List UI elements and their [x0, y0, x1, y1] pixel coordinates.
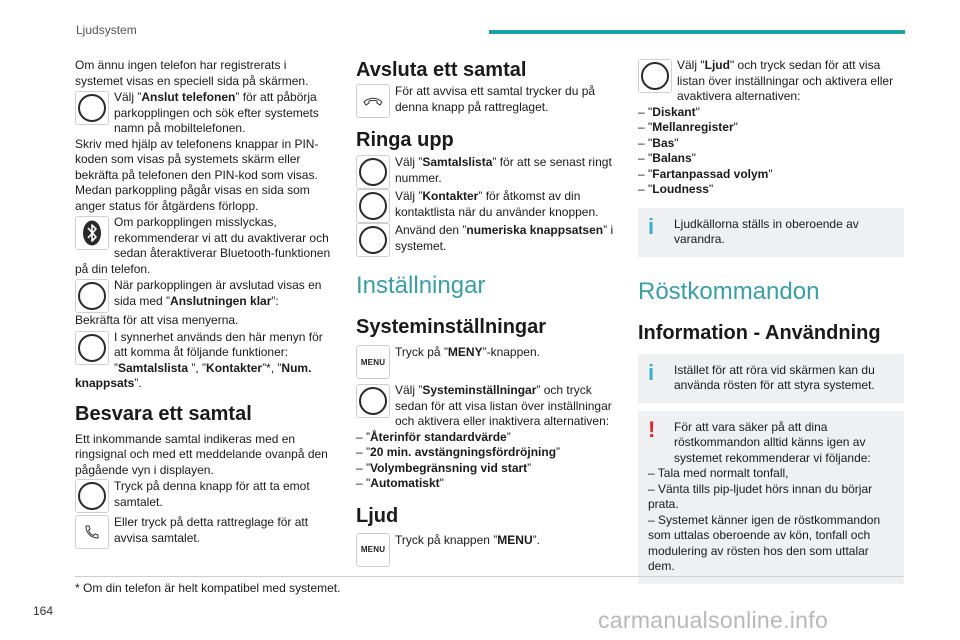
menu-functions-item: I synnerhet används den här menyn för att komma åt följande funktioner: ”Samtalslista ”, ”Kontakter”*, ”Num. knappsats”. [75, 329, 323, 390]
footnote: * Om din telefon är helt kompatibel med systemet. [75, 581, 341, 595]
sound-menu-item: MENU Tryck på knappen ”MENU”. [356, 533, 618, 567]
info-icon: i [648, 213, 655, 239]
heading-system-settings: Systeminställningar [356, 316, 547, 338]
connect-phone-item: Välj ”Anslut telefonen” för att påbörja parkopplingen och sök efter systemets namn på mobiltelefonen. [75, 90, 333, 137]
heading-answer-call: Besvara ett samtal [75, 402, 252, 425]
system-settings-item: Välj ”Systeminställningar” och tryck sedan för att visa listan över inställningar och aktivera eller inaktivera alternativen: [356, 383, 618, 430]
list-item: – "Diskant" [638, 104, 700, 119]
menu-button-item: MENU Tryck på ”MENY”-knappen. [356, 345, 618, 379]
dial-knob-icon [75, 331, 109, 365]
keypad-item: Använd den ”numeriska knappsatsen” i systemet. [356, 223, 618, 257]
section-header: Ljudsystem [76, 23, 137, 37]
heading-sound: Ljud [356, 504, 399, 527]
contacts-item: Välj ”Kontakter” för åtkomst av din kontaktlista när du använder knoppen. [356, 189, 618, 223]
list-item: – ”Återinför standardvärde” [356, 429, 511, 444]
confirm-text: Bekräfta för att visa menyerna. [75, 313, 239, 327]
dial-knob-icon [356, 189, 390, 223]
column-right [638, 58, 904, 584]
column-left [75, 58, 333, 549]
accept-call-item: Tryck på denna knapp för att ta emot samtalet. [75, 479, 333, 513]
sound-settings-item: Välj "Ljud" och tryck sedan för att visa listan över inställningar och aktivera eller avaktivera alternativen: [638, 58, 904, 105]
end-call-item: För att avvisa ett samtal trycker du på denna knapp på rattreglaget. [356, 84, 618, 118]
dial-knob-icon [75, 279, 109, 313]
dial-knob-icon [75, 91, 109, 125]
connect-phone-label: Anslut telefonen [141, 90, 236, 104]
info-box-sound-sources: i Ljudkällorna ställs in oberoende av varandra. [638, 208, 904, 257]
list-item: – Systemet känner igen de röstkommandon som uttalas oberoende av kön, tonfall och modulering av rösten hos den som uttalar dem. [648, 512, 881, 573]
dial-knob-icon [356, 384, 390, 418]
list-item: – "Mellanregister" [638, 120, 738, 134]
connection-done-label: Anslutningen klar [170, 293, 272, 308]
page-number: 164 [33, 604, 54, 618]
heading-end-call: Avsluta ett samtal [356, 59, 527, 81]
phone-icon [75, 515, 109, 549]
reject-call-item: Eller tryck på detta rattreglage för att avvisa samtalet. [75, 515, 333, 549]
voice-tips-list [648, 466, 894, 575]
list-item: – ”Volymbegränsning vid start” [356, 460, 532, 475]
hang-up-icon [356, 84, 390, 118]
pairing-done-item: När parkopplingen är avslutad visas en sida med ”Anslutningen klar”: [75, 278, 333, 313]
list-item: – ”20 min. avstängningsfördröjning” [356, 445, 561, 459]
sound-settings-list [638, 105, 904, 198]
watermark: carmanualsonline.info [598, 607, 829, 633]
heading-voice-commands: Röstkommandon [638, 277, 820, 305]
warning-box-voice: ! För att vara säker på att dina röstkommandon alltid känns igen av systemet rekommenderar vi följande: – Tala med normalt tonfall, – Vänta tills pip-ljudet hörs innan du börjar prata. – Systemet känner igen de röstkommandon som uttalas oberoende av kön, tonfall och modulering av rösten hos den som uttalar dem. [638, 411, 904, 584]
info-box-voice: i Istället för att röra vid skärmen kan du använda rösten för att styra systemet. [638, 354, 904, 403]
heading-settings: Inställningar [356, 272, 486, 299]
column-middle [356, 58, 618, 567]
list-item: – "Loudness" [638, 182, 714, 196]
bluetooth-icon [75, 216, 109, 250]
dial-knob-icon [638, 59, 672, 93]
pairing-status-text: Medan parkoppling pågår visas en sida som anger status för åtgärdens förlopp. [75, 183, 310, 213]
list-item: – Vänta tills pip-ljudet hörs innan du börjar prata. [648, 481, 873, 511]
call-log-item: Välj ”Samtalslista” för att se senast ringt nummer. [356, 155, 618, 189]
list-item: – "Automatiskt" [356, 476, 444, 490]
list-item: – "Bas" [638, 135, 679, 150]
intro-text: Om ännu ingen telefon har registrerats i systemet visas en speciell sida på skärmen. [75, 58, 309, 88]
warning-icon: ! [648, 416, 656, 442]
list-item: – "Balans" [638, 151, 696, 165]
heading-redial: Ringa upp [356, 129, 454, 151]
pin-text: Skriv med hjälp av telefonens knappar in PIN-koden som visas på systemets skärm eller bekräfta på telefonen den PIN-kod som visas. [75, 136, 319, 182]
pairing-failed-item: Om parkopplingen misslyckas, rekommenderar vi att du avaktiverar och sedan återaktiverar Bluetooth-funktionen på din telefon. [75, 215, 331, 276]
menu-key-icon: MENU [356, 533, 390, 567]
incoming-call-text: Ett inkommande samtal indikeras med en ringsignal och med ett meddelande ovanpå den pågående vyn i displayen. [75, 431, 328, 477]
list-item: – Tala med normalt tonfall, [648, 466, 789, 480]
heading-information-usage: Information - Användning [638, 321, 881, 344]
list-item: – "Fartanpassad volym" [638, 166, 773, 181]
menu-key-icon: MENU [356, 345, 390, 379]
dial-knob-icon [356, 223, 390, 257]
info-icon: i [648, 359, 655, 385]
dial-knob-icon [75, 479, 109, 513]
footnote-divider [75, 576, 903, 577]
header-accent-bar [489, 30, 905, 34]
dial-knob-icon [356, 155, 390, 189]
system-settings-list [356, 430, 618, 492]
